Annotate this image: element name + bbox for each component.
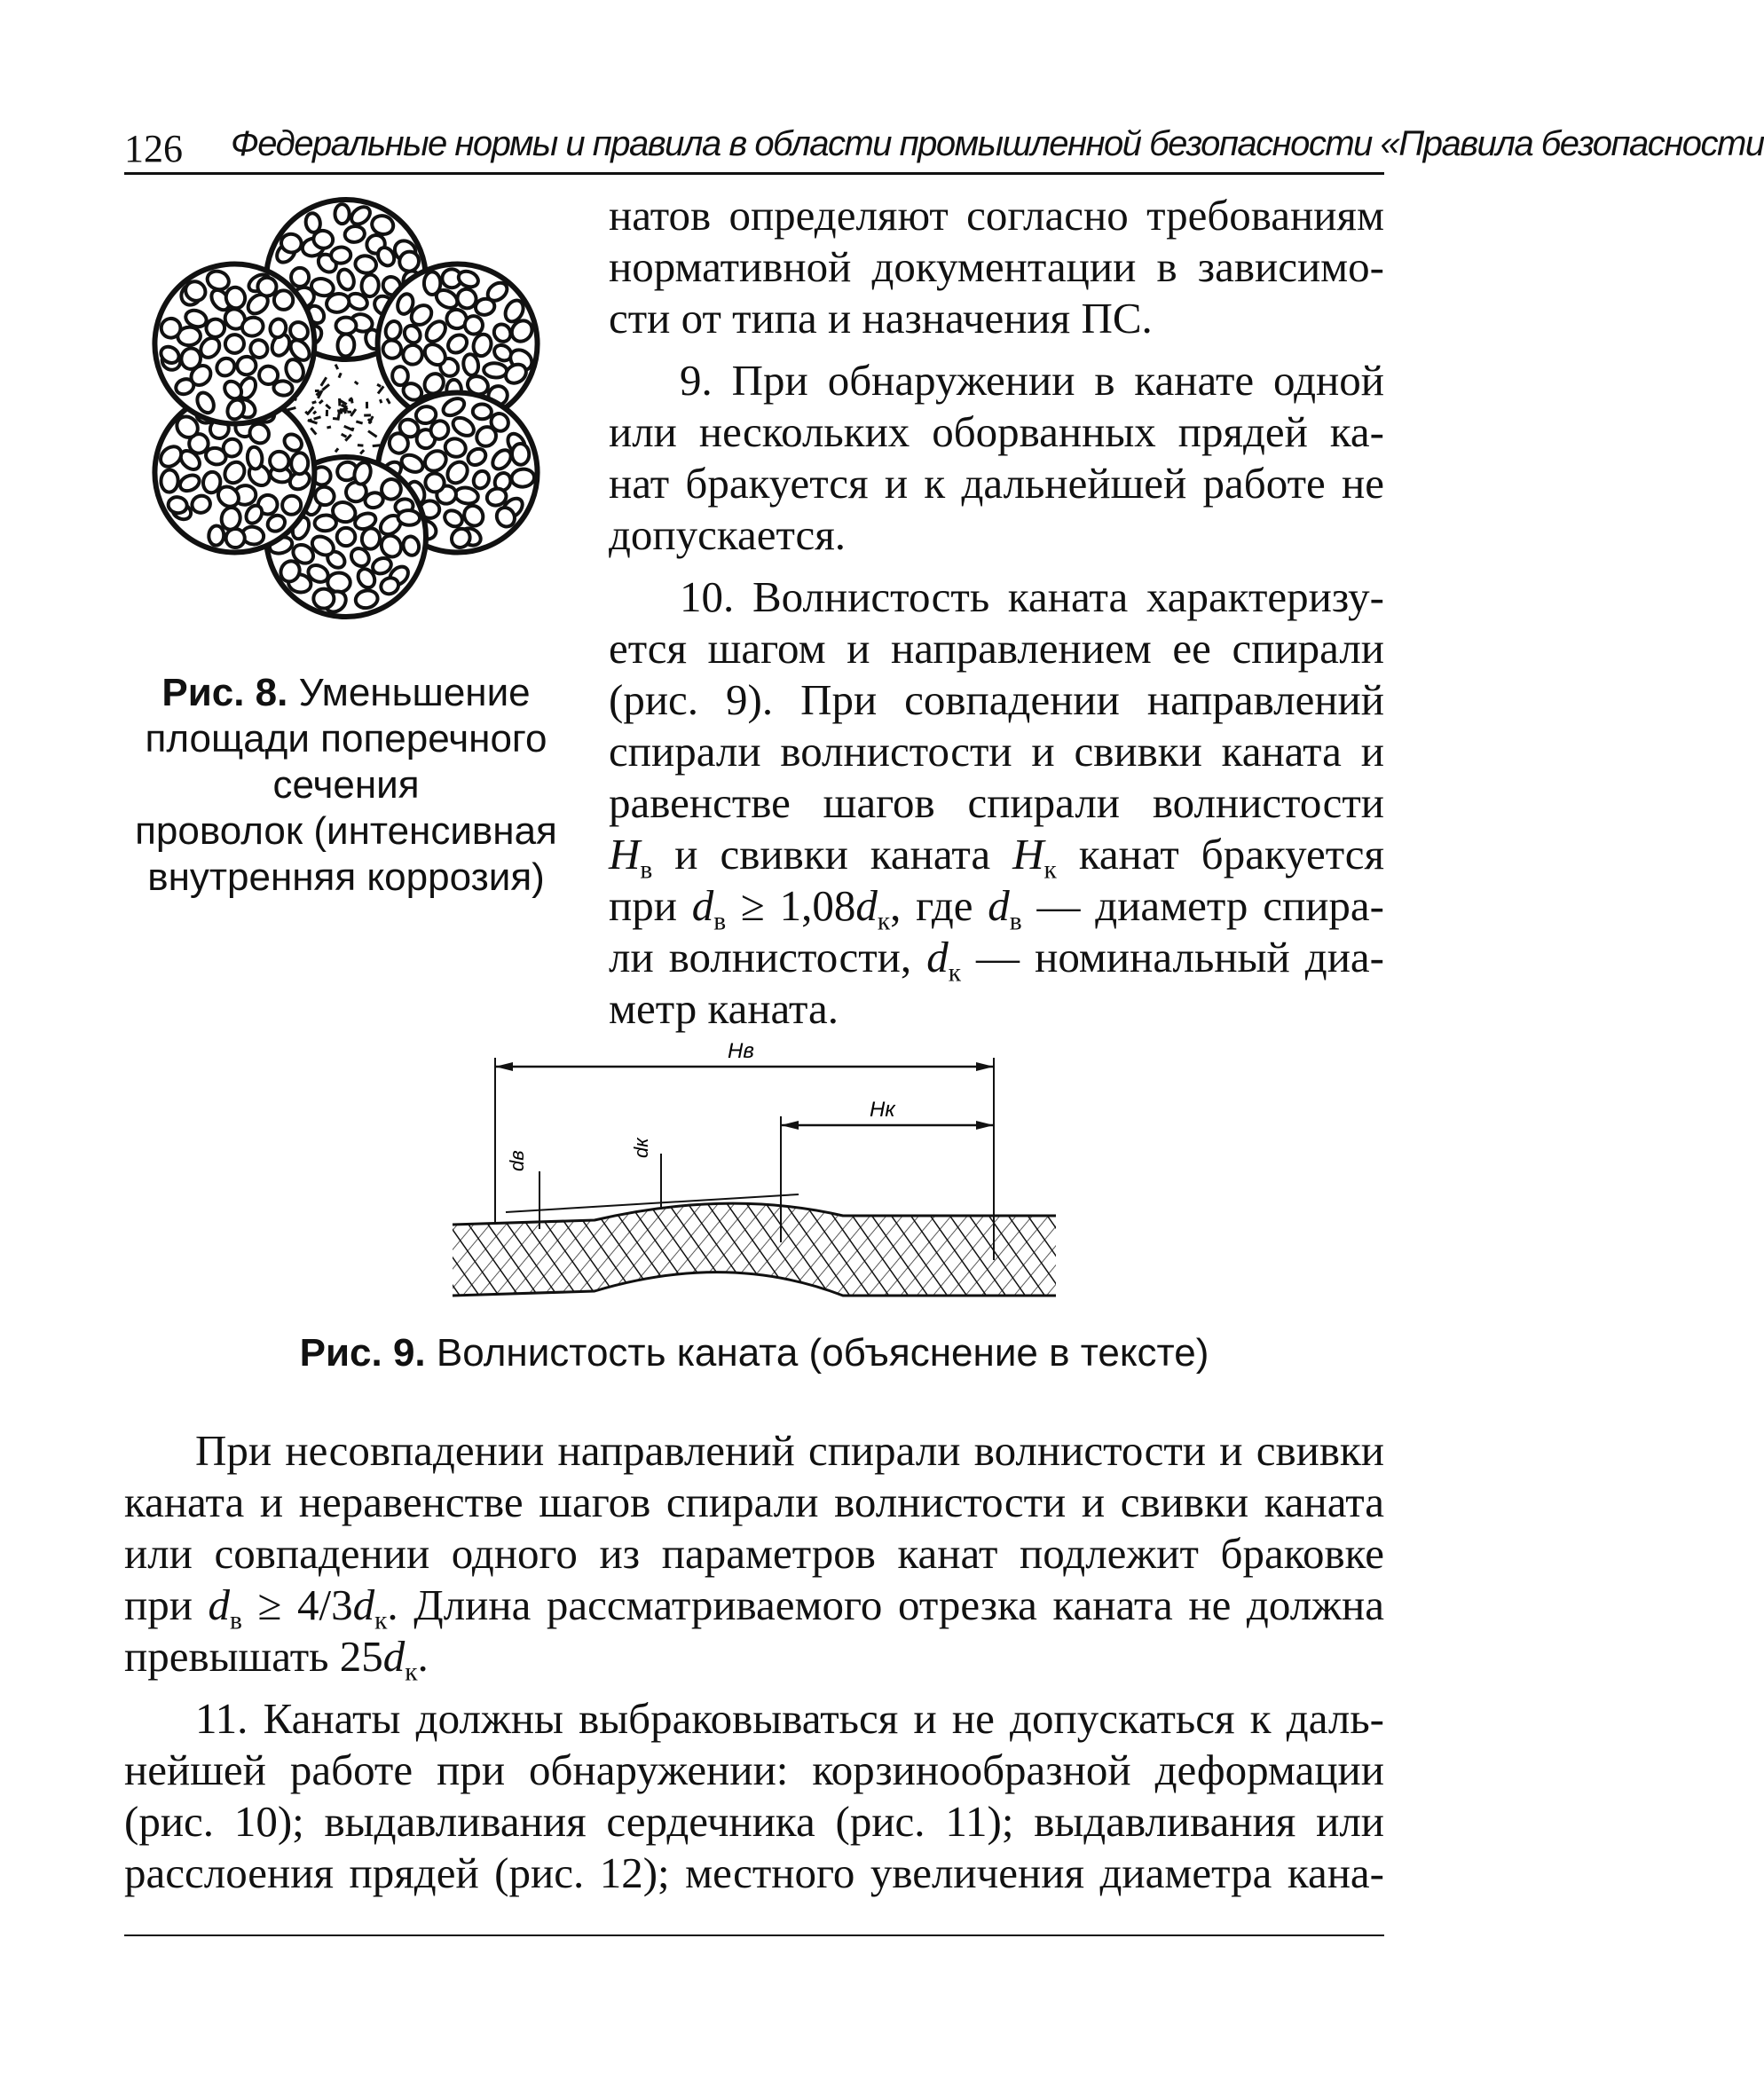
figure-8-label: Рис. 8. <box>161 671 288 714</box>
figure-9-rope-waviness <box>435 1038 1074 1313</box>
wire <box>484 362 508 378</box>
label-hk: Hк <box>870 1098 895 1122</box>
symbol-d: d <box>352 1580 375 1629</box>
wire <box>313 588 335 609</box>
text-line: нормативной документации в зависимо- <box>609 242 1384 291</box>
wire <box>291 453 309 475</box>
subscript: в <box>640 855 653 885</box>
corrosion-speck <box>364 414 371 416</box>
corrosion-speck <box>358 444 364 446</box>
text-run: и свивки каната <box>652 830 1013 879</box>
text-line: нейшей работе при обнаружении: корзинообразной деформации <box>124 1745 1384 1794</box>
wire <box>304 212 321 233</box>
wire <box>361 274 380 297</box>
wire <box>273 380 294 396</box>
wire <box>354 255 378 275</box>
symbol-d: d <box>855 881 878 930</box>
text-line: расслоения прядей (рис. 12); местного увеличения диаметра кана- <box>124 1848 1384 1897</box>
figure-8-caption-line: внутренняя коррозия) <box>147 855 545 899</box>
subscript: в <box>1009 907 1022 936</box>
text-line: 10. Волнистость каната характеризу- <box>680 572 1384 621</box>
label-hb: Hв <box>728 1039 754 1063</box>
figure-9-drawing <box>435 1038 1074 1313</box>
right-column-text <box>609 190 1384 1035</box>
paragraph-continued <box>609 190 1384 344</box>
corrosion-speck <box>315 390 319 392</box>
paragraph-waviness-mismatch <box>124 1425 1384 1687</box>
text-line: метр каната. <box>609 984 839 1033</box>
text-line: (рис. 9). При совпадении направлений <box>609 675 1384 724</box>
text-run: — диаметр спира- <box>1021 881 1384 930</box>
wire <box>201 470 222 493</box>
text-line: 11. Канаты должны выбраковываться и не допускаться к даль- <box>195 1694 1384 1743</box>
text-line: ется шагом и направлением ее спирали <box>609 624 1384 673</box>
subscript: в <box>713 907 727 936</box>
paragraph-10 <box>609 571 1384 1035</box>
subscript: к <box>877 907 891 936</box>
figure-8-caption-line: проволок (интенсивная <box>135 809 557 853</box>
symbol-d: d <box>208 1580 231 1629</box>
text-line: натов определяют согласно требованиям <box>609 191 1384 240</box>
subscript: к <box>405 1658 418 1687</box>
running-head: Федеральные нормы и правила в области промышленной безопасности «Правила безопасности <box>231 124 1764 163</box>
wire <box>512 444 530 465</box>
text-line: (рис. 10); выдавливания сердечника (рис. 11); выдавливания или <box>124 1797 1384 1846</box>
wire <box>335 317 356 334</box>
wire <box>247 446 264 469</box>
bottom-text <box>124 1425 1384 1899</box>
wire <box>274 290 293 310</box>
text-run: ли волнистости, <box>609 933 927 981</box>
wire <box>167 495 188 515</box>
wire <box>472 404 492 420</box>
text-run: превышать 25 <box>124 1632 383 1681</box>
arrow-right-icon <box>976 1062 994 1071</box>
label-dk: dк <box>630 1138 652 1158</box>
header-rule <box>124 172 1384 175</box>
paragraph-9 <box>609 355 1384 561</box>
symbol-H: H <box>1012 830 1044 879</box>
wire <box>160 318 181 339</box>
corrosion-speck <box>366 402 368 409</box>
figure-9-caption-text: Волнистость каната (объяснение в тексте) <box>425 1331 1209 1375</box>
symbol-d: d <box>382 1632 406 1681</box>
figure-9-label: Рис. 9. <box>299 1331 426 1375</box>
wire <box>336 528 355 547</box>
text-run: , где <box>890 881 988 930</box>
text-run: ≥ 4/3 <box>241 1580 353 1629</box>
page-number: 126 <box>124 127 183 170</box>
text-line-formula <box>609 880 1384 936</box>
wire <box>511 468 535 487</box>
text-line: равенстве шагов спирали волнистости <box>609 778 1384 827</box>
wire <box>224 333 246 355</box>
wire <box>424 272 441 295</box>
figure-8-rope-cross-section <box>133 186 559 648</box>
text-line-formula <box>609 932 1384 988</box>
figure-8-caption-line: сечения <box>272 763 420 807</box>
symbol-d: d <box>926 933 949 981</box>
figure-9-caption <box>124 1331 1384 1375</box>
subscript: к <box>948 958 961 988</box>
wire <box>343 225 366 243</box>
text-line-formula <box>609 829 1384 885</box>
text-run: канат бракуется <box>1056 830 1384 879</box>
text-line: спирали волнистости и свивки каната и <box>609 727 1384 776</box>
subscript: к <box>374 1606 388 1635</box>
corrosion-speck <box>326 410 328 416</box>
figure-8-drawing <box>133 186 559 648</box>
subscript: к <box>1043 855 1057 885</box>
wire <box>392 366 408 386</box>
text-run: . <box>417 1632 429 1681</box>
symbol-d: d <box>691 881 714 930</box>
wire <box>335 204 349 224</box>
arrow-left-icon <box>781 1121 799 1130</box>
text-line-formula <box>124 1580 1384 1635</box>
symbol-H: H <box>609 830 641 879</box>
corrosion-speck <box>347 411 351 414</box>
footer-rule <box>124 1934 1384 1936</box>
text-line: При несовпадении направлений спирали волнистости и свивки <box>195 1426 1384 1475</box>
text-run: при <box>609 881 692 930</box>
wire <box>291 268 309 287</box>
text-line: нат бракуется и к дальнейшей работе не <box>609 459 1384 508</box>
arrow-left-icon <box>495 1062 513 1071</box>
text-line: допускается. <box>609 510 847 559</box>
text-run: — номинальный диа- <box>961 933 1384 981</box>
figure-8-caption <box>124 670 568 901</box>
wire <box>462 353 480 376</box>
text-line: каната и неравенстве шагов спирали волнистости и свивки каната <box>124 1477 1384 1526</box>
paragraph-11 <box>124 1693 1384 1899</box>
text-run: ≥ 1,08 <box>726 881 856 930</box>
text-line: или нескольких оборванных прядей ка- <box>609 407 1384 456</box>
wire <box>209 525 224 546</box>
figure-8-caption-line: площади поперечного <box>145 717 547 760</box>
wire <box>180 347 202 370</box>
wire <box>337 334 355 357</box>
text-line: 9. При обнаружении в канате одной <box>680 356 1384 405</box>
text-line: сти от типа и назначения ПС. <box>609 294 1153 343</box>
wire <box>331 247 351 264</box>
figure-8-caption-line: Уменьшение <box>287 671 531 714</box>
arrow-right-icon <box>976 1121 994 1130</box>
label-db: dв <box>506 1150 528 1171</box>
text-line: или совпадении одного из параметров канат подлежит браковке <box>124 1529 1384 1578</box>
symbol-d: d <box>988 881 1010 930</box>
text-run: при <box>124 1580 209 1629</box>
wire <box>414 405 437 425</box>
subscript: в <box>230 1606 242 1635</box>
wire <box>398 510 420 526</box>
text-line-formula <box>124 1631 1384 1687</box>
text-run: . Длина рассматриваемого отрезка каната не должна <box>387 1580 1384 1629</box>
wire <box>161 469 178 492</box>
